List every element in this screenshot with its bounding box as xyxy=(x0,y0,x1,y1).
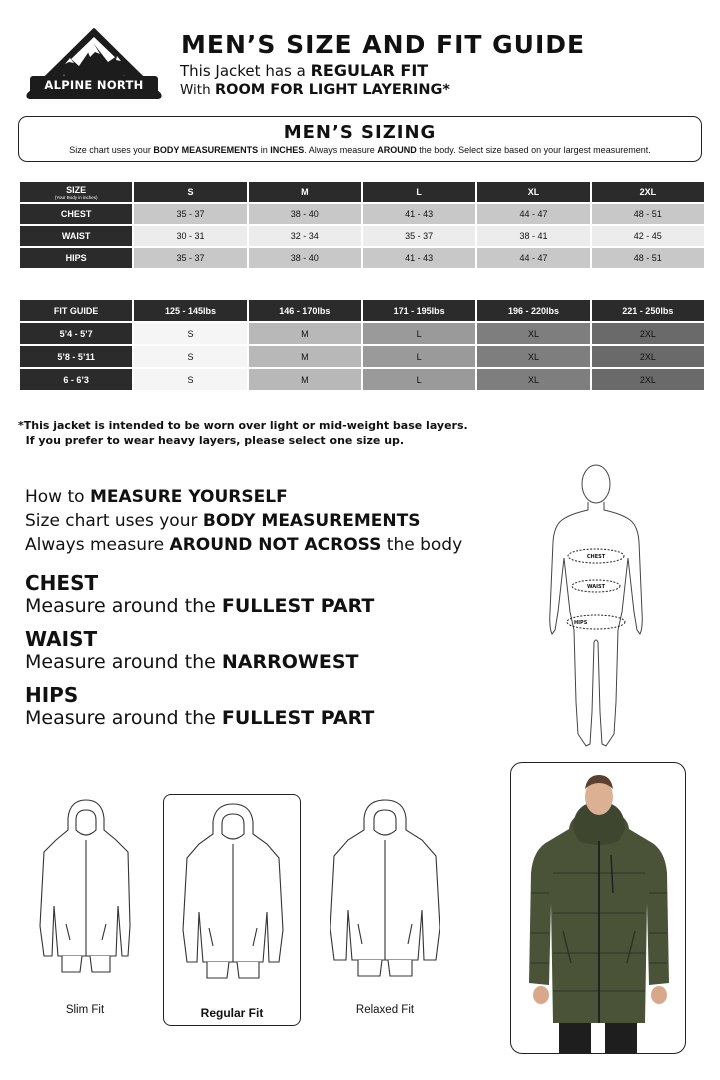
table-cell: L xyxy=(363,369,475,390)
hips-instruction: HIPS Measure around the FULLEST PART xyxy=(25,683,375,729)
column-header: 125 - 145lbs xyxy=(134,300,246,321)
table-row xyxy=(20,323,704,344)
table-cell: XL xyxy=(477,323,589,344)
table-cell: 41 - 43 xyxy=(363,248,475,268)
table-header-row xyxy=(20,182,704,202)
table-cell: XL xyxy=(477,346,589,367)
row-label: WAIST xyxy=(20,226,132,246)
row-label: CHEST xyxy=(20,204,132,224)
table-cell: 38 - 41 xyxy=(477,226,589,246)
table-cell: 30 - 31 xyxy=(134,226,246,246)
measure-line: How to MEASURE YOURSELF xyxy=(25,487,288,507)
table-cell: 32 - 34 xyxy=(249,226,361,246)
table-cell: M xyxy=(249,369,361,390)
table-cell: 48 - 51 xyxy=(592,248,704,268)
table-row xyxy=(20,346,704,367)
column-header: L xyxy=(363,182,475,202)
table-cell: 35 - 37 xyxy=(134,248,246,268)
column-header: 146 - 170lbs xyxy=(249,300,361,321)
row-label: 6 - 6’3 xyxy=(20,369,132,390)
brand-logo xyxy=(24,26,164,100)
relaxed-fit-caption: Relaxed Fit xyxy=(355,1004,415,1016)
table-cell: 38 - 40 xyxy=(249,248,361,268)
table-cell: 2XL xyxy=(592,369,704,390)
fit-line: This Jacket has a REGULAR FIT xyxy=(180,61,429,80)
slim-fit-caption: Slim Fit xyxy=(65,1004,105,1016)
table-cell: S xyxy=(134,369,246,390)
slim-fit-illustration xyxy=(30,796,140,1026)
measure-instructions xyxy=(25,485,462,557)
product-photo xyxy=(510,762,686,1054)
table-cell: 2XL xyxy=(592,323,704,344)
sizing-title: MEN’S SIZING xyxy=(283,122,437,143)
row-label: HIPS xyxy=(20,248,132,268)
regular-fit-caption: Regular Fit xyxy=(200,1006,264,1020)
regular-jacket-icon xyxy=(177,800,287,990)
layering-line: With ROOM FOR LIGHT LAYERING* xyxy=(180,82,450,98)
table-cell: M xyxy=(249,346,361,367)
sizing-instructions: Size chart uses your BODY MEASUREMENTS in INCHES. Always measure AROUND the body. Select size based on your largest measurement. xyxy=(69,145,651,155)
measure-line: Size chart uses your BODY MEASUREMENTS xyxy=(25,511,421,531)
column-header: 171 - 195lbs xyxy=(363,300,475,321)
sizing-banner xyxy=(18,116,702,162)
page-title: MEN’S SIZE AND FIT GUIDE xyxy=(181,30,586,59)
table-cell: S xyxy=(134,323,246,344)
table-cell: 35 - 37 xyxy=(134,204,246,224)
model-jacket-image xyxy=(511,763,686,1054)
body-outline-icon xyxy=(540,462,652,750)
column-header: 2XL xyxy=(592,182,704,202)
fit-guide-table xyxy=(18,298,706,392)
table-cell: XL xyxy=(477,369,589,390)
table-cell: L xyxy=(363,323,475,344)
table-cell: 48 - 51 xyxy=(592,204,704,224)
body-measurement-figure xyxy=(540,462,652,750)
size-table xyxy=(18,180,706,270)
table-row xyxy=(20,204,704,224)
table-cell: 41 - 43 xyxy=(363,204,475,224)
table-cell: 44 - 47 xyxy=(477,248,589,268)
relaxed-fit-illustration xyxy=(330,796,440,1026)
table-row xyxy=(20,248,704,268)
layering-note: *This jacket is intended to be worn over light or mid-weight base layers. If you prefer to wear heavy layers, please select one size up. xyxy=(18,419,468,447)
regular-fit-illustration xyxy=(177,800,287,1030)
table-cell: M xyxy=(249,323,361,344)
chest-instruction: CHEST Measure around the FULLEST PART xyxy=(25,571,375,617)
table-cell: 2XL xyxy=(592,346,704,367)
logo-text: ALPINE NORTH xyxy=(44,78,144,92)
slim-jacket-icon xyxy=(30,796,140,986)
column-header: XL xyxy=(477,182,589,202)
column-header: 221 - 250lbs xyxy=(592,300,704,321)
table-cell: S xyxy=(134,346,246,367)
table-cell: 44 - 47 xyxy=(477,204,589,224)
relaxed-jacket-icon xyxy=(330,796,440,986)
column-header: S xyxy=(134,182,246,202)
table-cell: 42 - 45 xyxy=(592,226,704,246)
table-row xyxy=(20,226,704,246)
column-header: 196 - 220lbs xyxy=(477,300,589,321)
table-cell: 35 - 37 xyxy=(363,226,475,246)
table-row xyxy=(20,369,704,390)
fit-guide-corner-cell: FIT GUIDE xyxy=(20,300,132,321)
size-corner-cell: SIZE (Your Body in inches) xyxy=(20,182,132,202)
column-header: M xyxy=(249,182,361,202)
row-label: 5’8 - 5’11 xyxy=(20,346,132,367)
table-cell: L xyxy=(363,346,475,367)
chest-label: CHEST xyxy=(586,554,606,560)
measure-line: Always measure AROUND NOT ACROSS the body xyxy=(25,535,463,555)
table-header-row xyxy=(20,300,704,321)
table-cell: 38 - 40 xyxy=(249,204,361,224)
hips-label: HIPS xyxy=(574,620,588,626)
row-label: 5’4 - 5’7 xyxy=(20,323,132,344)
waist-instruction: WAIST Measure around the NARROWEST xyxy=(25,627,359,673)
waist-label: WAIST xyxy=(586,584,606,590)
